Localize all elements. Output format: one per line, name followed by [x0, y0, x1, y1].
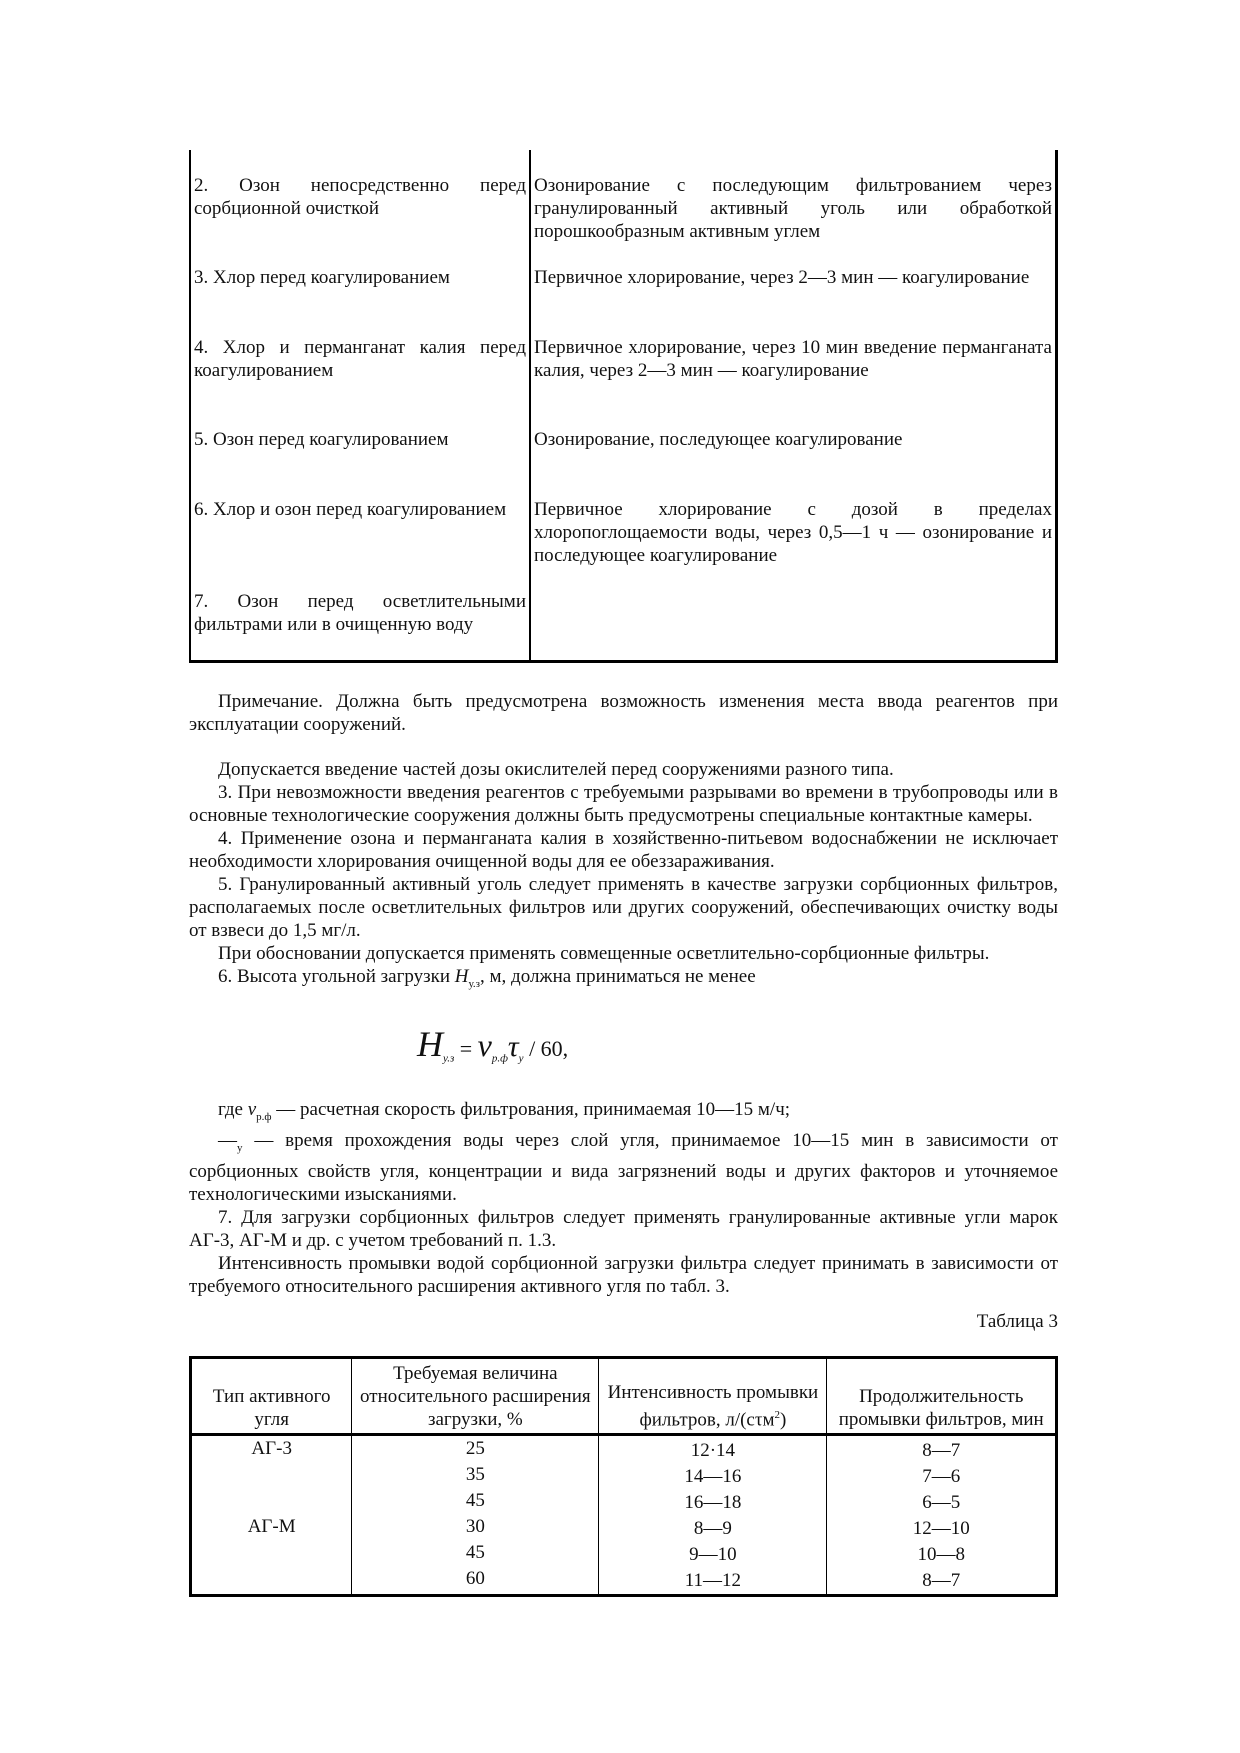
column-divider	[529, 150, 531, 660]
procedure-cell: Озонирование, последующее коагулирование	[534, 429, 903, 450]
table-cell: 35	[465, 1464, 485, 1485]
paragraph: Допускается введение частей дозы окислителей перед сооружениями разного типа.	[218, 759, 894, 780]
table-cell: 6—5	[922, 1492, 961, 1513]
procedure-cell: Озонирование с последующим фильтрованием через гранулированный активный уголь или обработкой порошкообразным активным углем	[534, 175, 1052, 242]
table-cell: 7—6	[922, 1466, 961, 1487]
table-cell: 25	[465, 1438, 485, 1459]
table-header-row	[191, 1358, 1057, 1435]
table-cell: 16—18	[684, 1492, 742, 1513]
reagent-table	[189, 150, 1058, 663]
table-cell: 8—7	[922, 1440, 961, 1461]
body-text-main	[189, 758, 1058, 996]
table-cell: 45	[465, 1542, 485, 1563]
procedure-cell: Первичное хлорирование, через 2—3 мин — коагулирование	[534, 267, 1030, 288]
table-cell: 12—10	[912, 1518, 970, 1539]
procedure-cell: Первичное хлорирование с дозой в пределах хлоропоглощаемости воды, через 0,5—1 ч — озонирование и последующее коагулирование	[534, 499, 1052, 566]
note-paragraph: Примечание. Должна быть предусмотрена возможность изменения места ввода реагентов при эксплуатации сооружений.	[189, 691, 1058, 735]
method-cell: 6. Хлор и озон перед коагулированием	[194, 499, 507, 520]
table-cell: 11—12	[684, 1570, 742, 1591]
formula: $H_{у.з} = v_{р.ф}\tau_у / 60$,	[417, 1024, 569, 1065]
paragraph: 4. Применение озона и перманганата калия в хозяйственно-питьевом водоснабжении не исключает необходимости хлорирования очищенной воды для ее обеззараживания.	[189, 828, 1058, 872]
paragraph: Интенсивность промывки водой сорбционной загрузки фильтра следует принимать в зависимости от требуемого относительного расширения активного угля по табл. 3.	[189, 1252, 1058, 1297]
paragraph: При обосновании допускается применять совмещенные осветлительно-сорбционные фильтры.	[218, 943, 990, 964]
intensity-column	[599, 1435, 827, 1596]
table-cell: 14—16	[684, 1466, 742, 1487]
table-cell: АГ-М	[247, 1516, 296, 1537]
header-intensity: Интенсивность промывки фильтров, л/(сτм$^2$)	[599, 1358, 827, 1435]
table-caption: Таблица 3	[976, 1311, 1058, 1332]
method-cell: 5. Озон перед коагулированием	[194, 429, 449, 450]
table-cell	[192, 1488, 351, 1514]
expansion-column	[352, 1435, 599, 1596]
table-cell: АГ-3	[251, 1438, 292, 1459]
where-line: где $v_{р.ф}$ — расчетная скорость фильтрования, принимаемая 10—15 м/ч;	[218, 1099, 791, 1123]
washing-table	[189, 1356, 1058, 1597]
table-cell: 45	[465, 1490, 485, 1511]
paragraph: 5. Гранулированный активный уголь следует применять в качестве загрузки сорбционных фильтров, располагаемых после осветлительных фильтров или других сооружений, обеспечивающих очистку воды от взвеси до 1,5 мг/л.	[189, 874, 1058, 941]
table-cell: 10—8	[917, 1544, 965, 1565]
document-page	[189, 150, 1058, 1591]
header-expansion: Требуемая величина относительного расширения загрузки, %	[352, 1358, 599, 1435]
table-cell: 30	[465, 1516, 485, 1537]
paragraph-height-clause: 6. Высота угольной загрузки $H_{у.з}$, м, должна приниматься не менее	[218, 966, 756, 990]
type-column	[191, 1435, 352, 1596]
table-cell: 8—9	[693, 1518, 732, 1539]
tau-line: $—_у$ — время прохождения воды через слой угля, принимаемое 10—15 мин в зависимости от сорбционных свойств угля, концентрации и вида загрязнений воды и других факторов и уточняемое технологическими изысканиями.	[189, 1129, 1058, 1205]
table-cell	[192, 1462, 351, 1488]
table-cell: 60	[465, 1568, 485, 1589]
table-body	[191, 1435, 1057, 1596]
method-cell: 4. Хлор и перманганат калия перед коагулированием	[194, 337, 526, 381]
procedure-cell: Первичное хлорирование, через 10 мин введение перманганата калия, через 2—3 мин — коагулирование	[534, 337, 1052, 381]
table-cell	[192, 1566, 351, 1592]
method-cell: 2. Озон непосредственно перед сорбционной очисткой	[194, 175, 526, 219]
table-cell	[192, 1540, 351, 1566]
method-cell: 7. Озон перед осветлительными фильтрами или в очищенную воду	[194, 591, 526, 635]
table-cell: 9—10	[689, 1544, 737, 1565]
body-text	[189, 690, 1058, 736]
table-cell: 12·14	[690, 1440, 736, 1461]
duration-column	[827, 1435, 1057, 1596]
paragraph: 3. При невозможности введения реагентов с требуемыми разрывами во времени в трубопроводы или в основные технологические сооружения должны быть предусмотрены специальные контактные камеры.	[189, 782, 1058, 826]
method-cell: 3. Хлор перед коагулированием	[194, 267, 450, 288]
body-text-where	[189, 1098, 1058, 1298]
paragraph: 7. Для загрузки сорбционных фильтров следует применять гранулированные активные угли марок АГ-3, АГ-М и др. с учетом требований п. 1.3.	[189, 1206, 1058, 1251]
header-duration: Продолжительность промывки фильтров, мин	[827, 1358, 1057, 1435]
header-type: Тип активного угля	[191, 1358, 352, 1435]
table-cell: 8—7	[922, 1570, 961, 1591]
